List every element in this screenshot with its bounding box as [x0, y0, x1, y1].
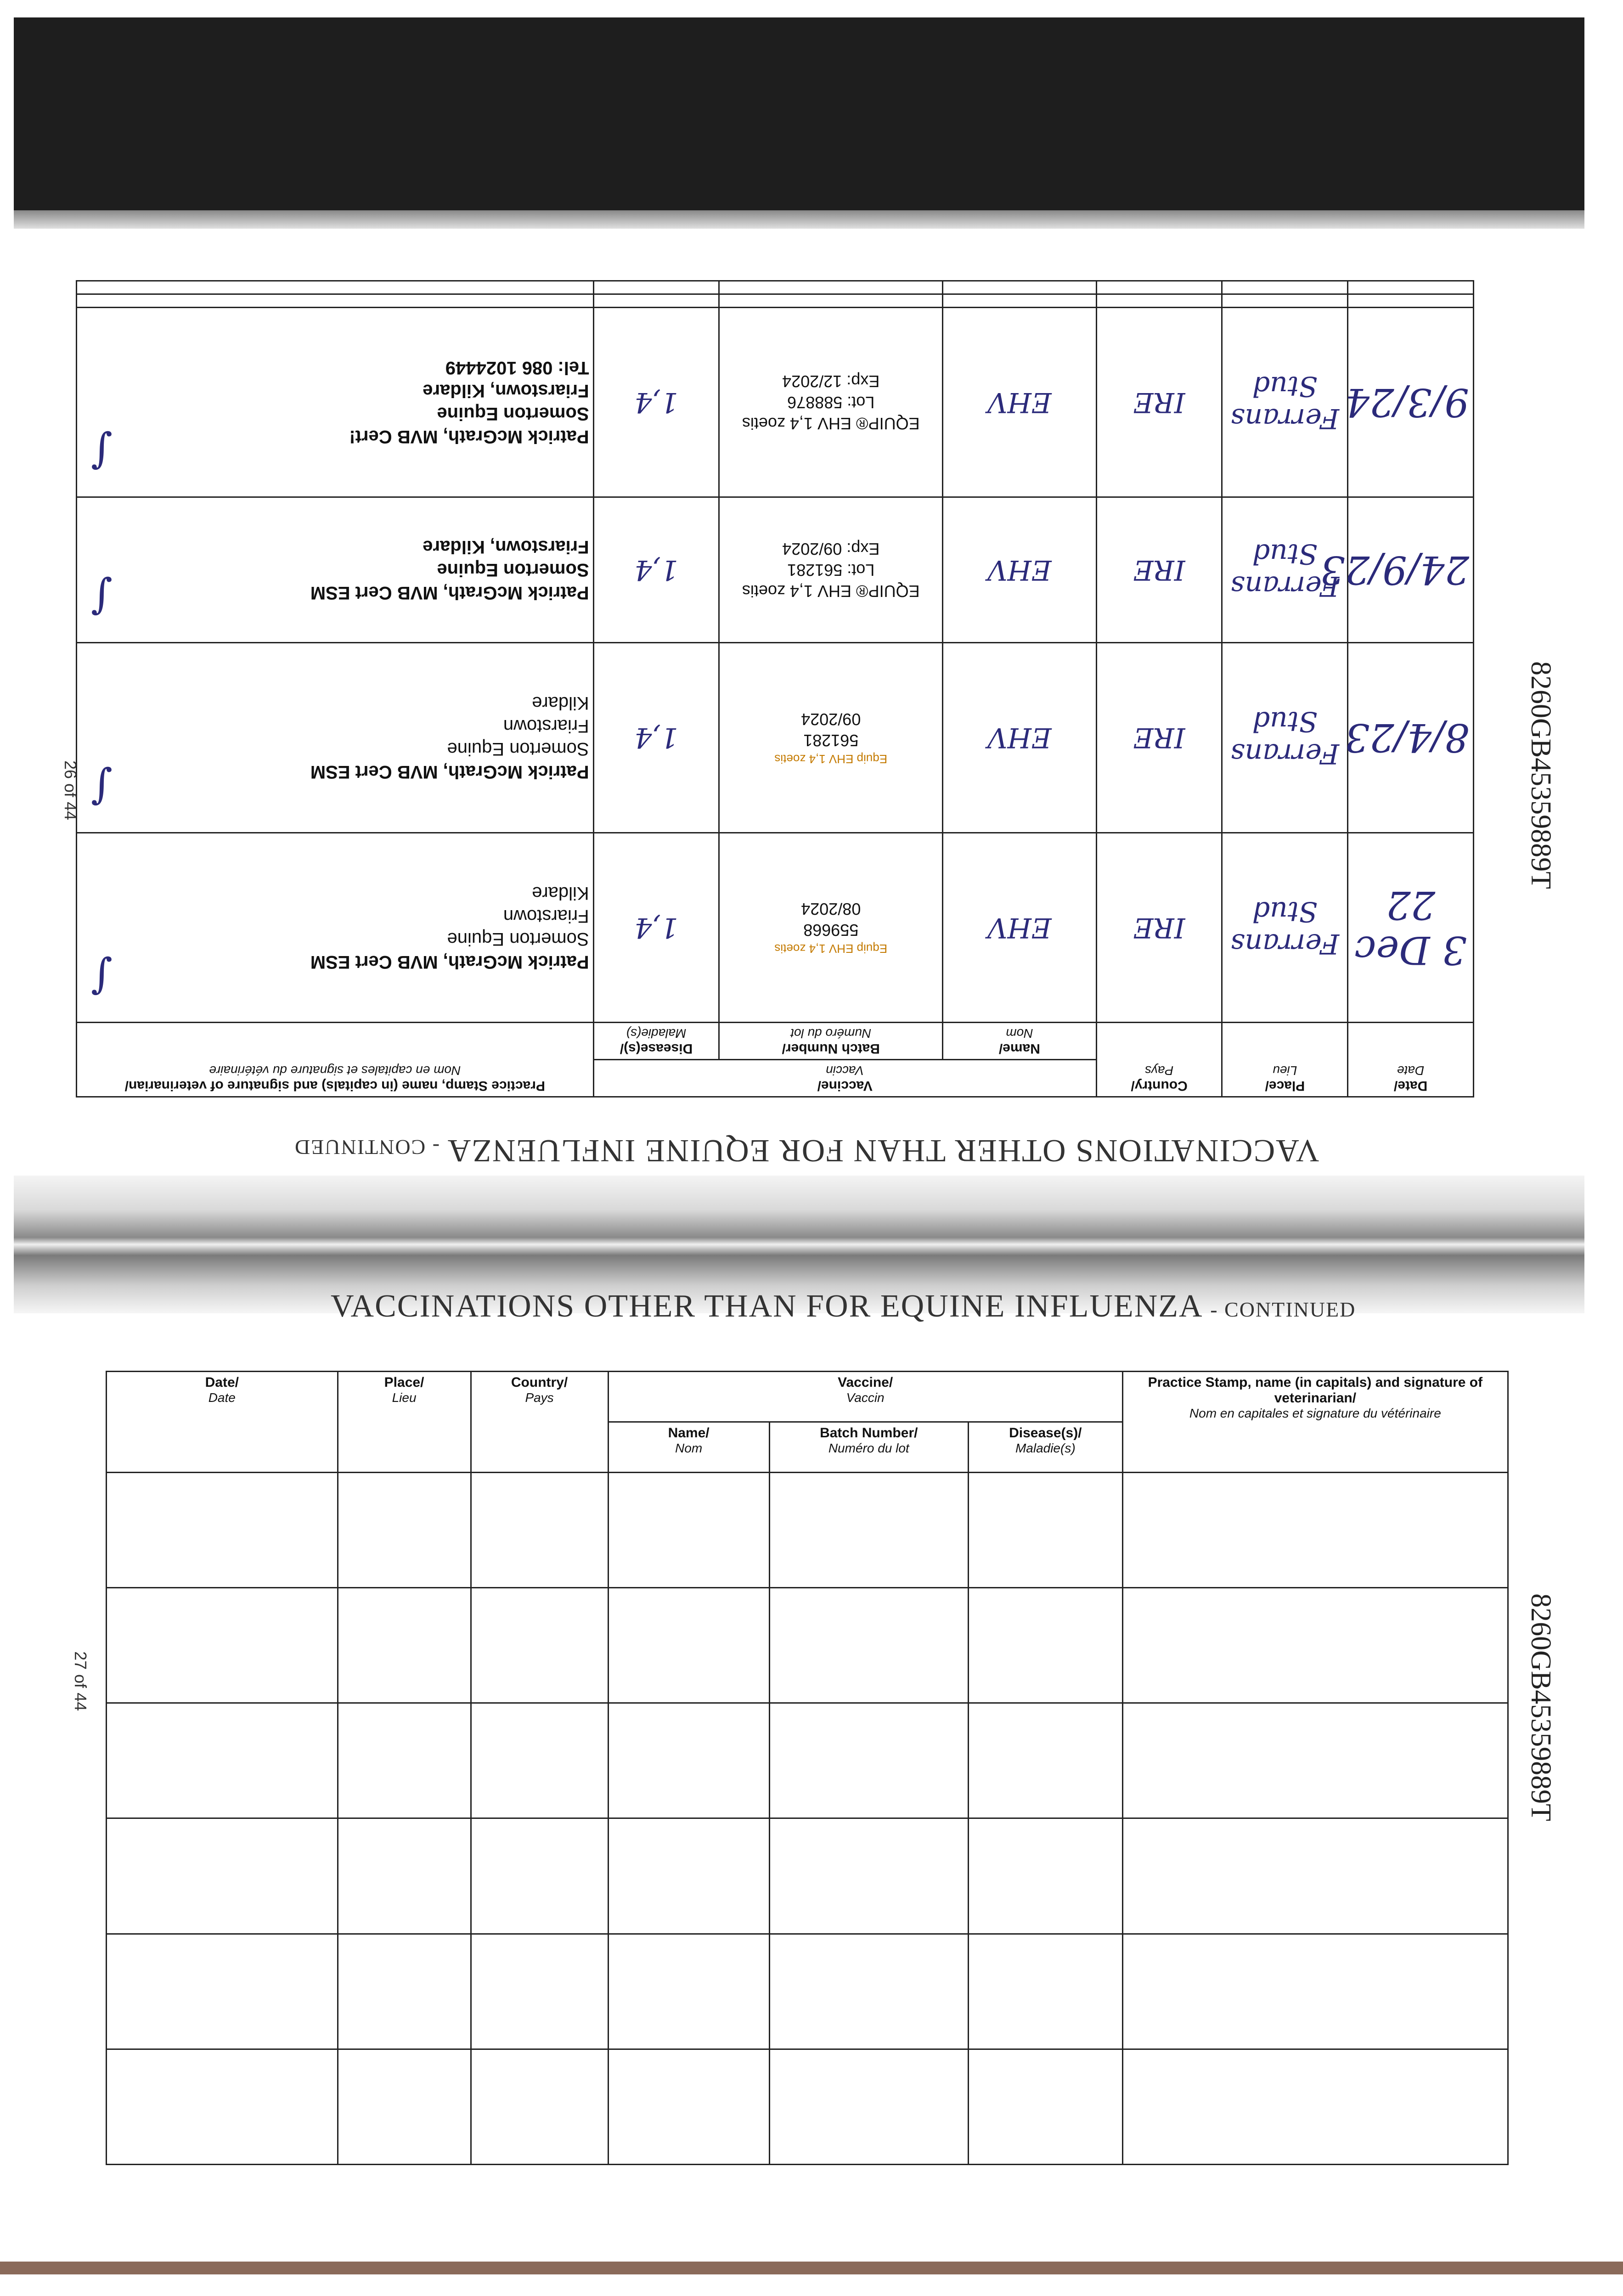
- signature-scribble: ∫: [91, 954, 113, 1002]
- table-row: [77, 294, 1474, 307]
- table-row: [77, 307, 1474, 497]
- cell-empty: [968, 1473, 1122, 1588]
- cell-empty: [1222, 294, 1348, 307]
- stamp-line: Somerton Equine: [437, 560, 589, 580]
- cell-empty: [608, 2049, 769, 2164]
- cell-stamp: [77, 643, 594, 833]
- stamp-line: Tel: 086 1024449: [445, 357, 589, 378]
- header-batch: Batch Number/ Numéro du lot: [719, 1023, 943, 1060]
- table-row: [77, 281, 1474, 294]
- cell-place: Ferrans Stud: [1222, 307, 1348, 497]
- batch-exp: 08/2024: [801, 900, 861, 919]
- cell-empty: [471, 1473, 608, 1588]
- cell-empty: [1122, 2049, 1508, 2164]
- cell-empty: [1122, 1818, 1508, 1934]
- cell-empty: [769, 1934, 968, 2049]
- cell-empty: [943, 294, 1097, 307]
- signature-scribble: ∫: [91, 428, 113, 477]
- batch-brand: EQUIP® EHV 1,4 zoetis: [742, 582, 920, 601]
- cell-empty: [338, 2049, 471, 2164]
- cell-empty: [769, 1818, 968, 1934]
- cell-empty: [471, 1818, 608, 1934]
- batch-lot: Lot: 588876: [787, 393, 875, 412]
- cell-empty: [608, 1588, 769, 1703]
- cell-empty: [1096, 294, 1222, 307]
- page-26-table: [76, 280, 1474, 1097]
- cell-empty: [968, 1818, 1122, 1934]
- header-stamp: Practice Stamp, name (in capitals) and signature of veterinarian/ Nom en capitales et signature du vétérinaire: [77, 1023, 594, 1097]
- header-disease: Disease(s)/ Maladie(s): [968, 1422, 1122, 1473]
- cell-empty: [1348, 294, 1474, 307]
- page-number-27: 27 of 44: [71, 1651, 90, 1711]
- banner-page-27: VACCINATIONS OTHER THAN FOR EQUINE INFLUENZA - CONTINUED: [331, 1289, 1356, 1324]
- batch-brand: Equip EHV 1,4 zoetis: [774, 942, 888, 956]
- stamp-line: Patrick McGrath, MVB Cert ESM: [310, 583, 589, 603]
- cell-date: 3 Dec 22: [1348, 833, 1474, 1022]
- batch-exp: Exp: 09/2024: [782, 540, 880, 559]
- vaccination-table-26: [76, 280, 1474, 1097]
- cell-empty: [471, 1934, 608, 2049]
- batch-exp: Exp: 12/2024: [782, 371, 880, 391]
- cell-empty: [968, 1703, 1122, 1818]
- cell-place: Ferrans Stud: [1222, 833, 1348, 1022]
- cell-country: IRE: [1096, 307, 1222, 497]
- header-stamp: Practice Stamp, name (in capitals) and signature of veterinarian/ Nom en capitales et signature du vétérinaire: [1122, 1372, 1508, 1473]
- cell-batch: [719, 497, 943, 643]
- cell-empty: [608, 1473, 769, 1588]
- scan-band-edge: [14, 210, 1584, 229]
- header-name: Name/ Nom: [943, 1023, 1097, 1060]
- serial-number-26: 8260GB45359889T: [1525, 661, 1556, 889]
- page-number-26: 26 of 44: [61, 760, 80, 821]
- cell-empty: [471, 1588, 608, 1703]
- cell-stamp: [77, 833, 594, 1022]
- cell-empty: [769, 1473, 968, 1588]
- cell-date: 9/3/24: [1348, 307, 1474, 497]
- cell-empty: [107, 1934, 338, 2049]
- table-row: [107, 1818, 1508, 1934]
- table-row: [77, 497, 1474, 643]
- cell-empty: [608, 1818, 769, 1934]
- cell-disease: 1,4: [593, 833, 719, 1022]
- cell-empty: [471, 2049, 608, 2164]
- stamp-line: Somerton Equine: [437, 403, 589, 424]
- cell-empty: [769, 2049, 968, 2164]
- cell-empty: [471, 1703, 608, 1818]
- cell-empty: [593, 281, 719, 294]
- scan-bottom-edge: [0, 2262, 1623, 2274]
- table-row: [107, 1473, 1508, 1588]
- cell-batch: [719, 833, 943, 1022]
- header-vaccine: Vaccine/ Vaccin: [608, 1372, 1122, 1422]
- vaccination-table-27: [106, 1371, 1509, 2165]
- cell-disease: 1,4: [593, 307, 719, 497]
- cell-empty: [968, 2049, 1122, 2164]
- cell-empty: [769, 1588, 968, 1703]
- cell-batch: [719, 643, 943, 833]
- cell-empty: [719, 281, 943, 294]
- table-row: [107, 1703, 1508, 1818]
- stamp-line: Somerton Equine: [447, 739, 589, 760]
- cell-name: EHV: [943, 833, 1097, 1022]
- batch-lot: Lot: 561281: [787, 561, 875, 580]
- header-date: Date/ Date: [107, 1372, 338, 1473]
- stamp-line: Somerton Equine: [447, 929, 589, 949]
- header-place: Place/ Lieu: [338, 1372, 471, 1473]
- cell-empty: [1222, 281, 1348, 294]
- header-place: Place/ Lieu: [1222, 1023, 1348, 1097]
- signature-scribble: ∫: [91, 764, 113, 812]
- cell-name: EHV: [943, 307, 1097, 497]
- cell-empty: [769, 1703, 968, 1818]
- stamp-line: Kildare: [532, 883, 589, 903]
- batch-exp: 09/2024: [801, 709, 861, 729]
- stamp-line: Kildare: [532, 693, 589, 714]
- table-row: [107, 2049, 1508, 2164]
- stamp-line: Patrick McGrath, MVB Cert ESM: [310, 762, 589, 782]
- cell-empty: [77, 281, 594, 294]
- header-disease: Disease(s)/ Maladie(s): [593, 1023, 719, 1060]
- cell-name: EHV: [943, 643, 1097, 833]
- cell-empty: [338, 1818, 471, 1934]
- cell-country: IRE: [1096, 497, 1222, 643]
- serial-number-27: 8260GB45359889T: [1525, 1593, 1556, 1821]
- cell-empty: [968, 1934, 1122, 2049]
- cell-country: IRE: [1096, 833, 1222, 1022]
- header-name: Name/ Nom: [608, 1422, 769, 1473]
- cell-empty: [1348, 281, 1474, 294]
- cell-empty: [608, 1703, 769, 1818]
- cell-empty: [107, 2049, 338, 2164]
- cell-place: Ferrans Stud: [1222, 497, 1348, 643]
- cell-empty: [338, 1703, 471, 1818]
- cell-empty: [593, 294, 719, 307]
- table-row: [77, 643, 1474, 833]
- cell-empty: [338, 1588, 471, 1703]
- cell-empty: [338, 1934, 471, 2049]
- batch-lot: 561281: [803, 731, 859, 750]
- cell-empty: [107, 1588, 338, 1703]
- batch-brand: EQUIP® EHV 1,4 zoetis: [742, 414, 920, 433]
- scan-dark-band: [14, 17, 1584, 210]
- cell-empty: [1122, 1473, 1508, 1588]
- cell-empty: [1122, 1588, 1508, 1703]
- stamp-line: Friarstown, Kildare: [423, 380, 589, 401]
- cell-empty: [107, 1818, 338, 1934]
- cell-batch: [719, 307, 943, 497]
- table-row: [107, 1934, 1508, 2049]
- cell-empty: [1122, 1934, 1508, 2049]
- stamp-line: Patrick McGrath, MVB Cert!: [349, 426, 589, 447]
- table-row: [77, 833, 1474, 1022]
- page-27-table: [106, 1371, 1509, 2165]
- batch-brand: Equip EHV 1,4 zoetis: [774, 752, 888, 766]
- stamp-line: Friarstown, Kildare: [423, 537, 589, 557]
- cell-empty: [77, 294, 594, 307]
- header-country: Country/ Pays: [471, 1372, 608, 1473]
- header-row: [107, 1372, 1508, 1422]
- table-row: [107, 1588, 1508, 1703]
- batch-lot: 559668: [803, 921, 859, 940]
- banner-page-26: VACCINATIONS OTHER THAN FOR EQUINE INFLUENZA - CONTINUED: [294, 1133, 1319, 1168]
- cell-empty: [1096, 281, 1222, 294]
- cell-empty: [1122, 1703, 1508, 1818]
- cell-stamp: [77, 307, 594, 497]
- cell-country: IRE: [1096, 643, 1222, 833]
- header-batch: Batch Number/ Numéro du lot: [769, 1422, 968, 1473]
- stamp-line: Friarstown: [503, 906, 589, 926]
- header-country: Country/ Pays: [1096, 1023, 1222, 1097]
- header-date: Date/ Date: [1348, 1023, 1474, 1097]
- signature-scribble: ∫: [91, 574, 113, 623]
- cell-empty: [107, 1473, 338, 1588]
- cell-date: 24/9/23: [1348, 497, 1474, 643]
- cell-empty: [968, 1588, 1122, 1703]
- cell-empty: [943, 281, 1097, 294]
- cell-disease: 1,4: [593, 497, 719, 643]
- header-vaccine: Vaccine/ Vaccin: [593, 1060, 1096, 1097]
- cell-empty: [608, 1934, 769, 2049]
- stamp-line: Patrick McGrath, MVB Cert ESM: [310, 951, 589, 972]
- cell-empty: [719, 294, 943, 307]
- stamp-line: Friarstown: [503, 716, 589, 737]
- cell-empty: [338, 1473, 471, 1588]
- cell-empty: [107, 1703, 338, 1818]
- header-row: [77, 1060, 1474, 1097]
- cell-place: Ferrans Stud: [1222, 643, 1348, 833]
- cell-stamp: [77, 497, 594, 643]
- cell-disease: 1,4: [593, 643, 719, 833]
- cell-name: EHV: [943, 497, 1097, 643]
- cell-date: 8/4/23: [1348, 643, 1474, 833]
